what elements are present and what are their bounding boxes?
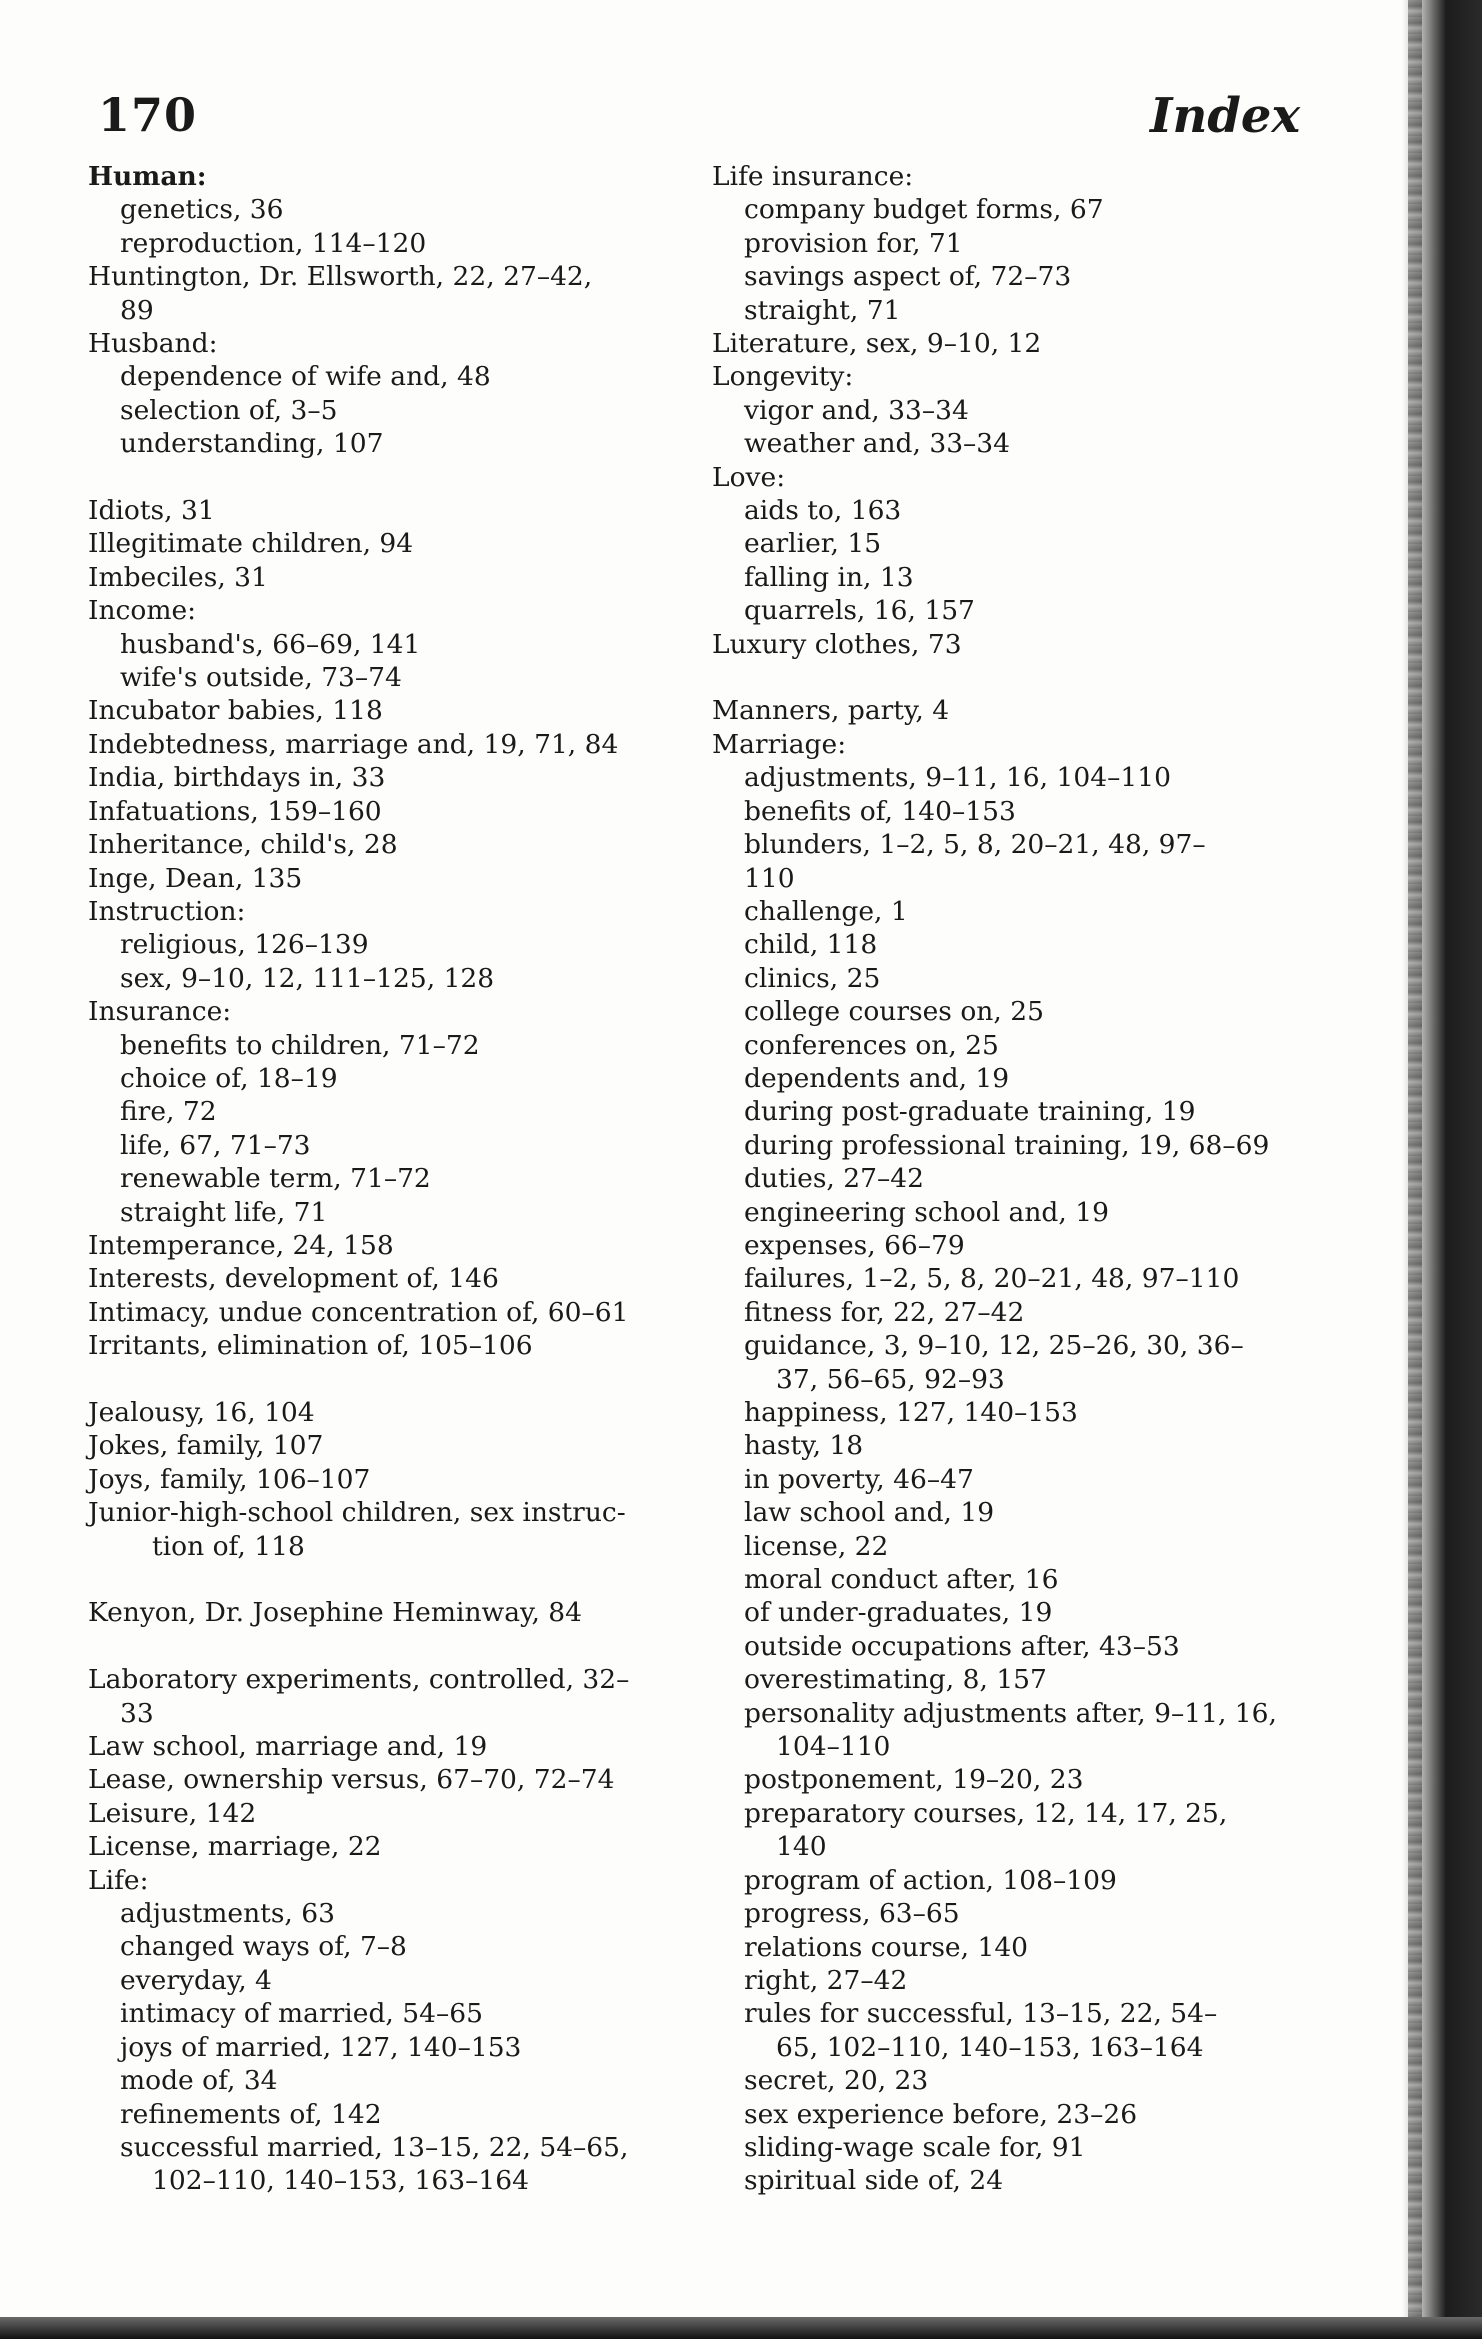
index-subentry: fire, 72 bbox=[120, 1096, 217, 1128]
index-subentry: adjustments, 63 bbox=[120, 1898, 335, 1930]
index-subentry: 140 bbox=[776, 1831, 827, 1863]
index-subentry: provision for, 71 bbox=[744, 227, 963, 259]
index-subentry: renewable term, 71–72 bbox=[120, 1163, 431, 1195]
index-subentry: license, 22 bbox=[744, 1530, 889, 1562]
index-subentry: 104–110 bbox=[776, 1731, 891, 1763]
index-column-left bbox=[88, 160, 698, 2198]
index-subentry: benefits to children, 71–72 bbox=[120, 1029, 480, 1061]
index-entry: Love: bbox=[712, 461, 786, 493]
index-entry: Irritants, elimination of, 105–106 bbox=[88, 1330, 533, 1362]
index-subentry: secret, 20, 23 bbox=[744, 2065, 929, 2097]
index-subentry: expenses, 66–79 bbox=[744, 1229, 965, 1261]
index-subentry: benefits of, 140–153 bbox=[744, 795, 1016, 827]
index-entry: Intemperance, 24, 158 bbox=[88, 1229, 394, 1261]
index-entry: License, marriage, 22 bbox=[88, 1831, 382, 1863]
running-head: Index bbox=[1150, 88, 1301, 144]
index-subentry: quarrels, 16, 157 bbox=[744, 595, 975, 627]
index-column-right bbox=[712, 160, 1312, 2198]
index-entry: Kenyon, Dr. Josephine Heminway, 84 bbox=[88, 1597, 583, 1629]
index-subentry: reproduction, 114–120 bbox=[120, 227, 427, 259]
index-entry: Literature, sex, 9–10, 12 bbox=[712, 328, 1042, 360]
index-subentry: changed ways of, 7–8 bbox=[120, 1931, 407, 1963]
index-entry: Infatuations, 159–160 bbox=[88, 795, 382, 827]
index-subentry: conferences on, 25 bbox=[744, 1029, 999, 1061]
index-subentry: falling in, 13 bbox=[744, 561, 914, 593]
index-subentry: religious, 126–139 bbox=[120, 929, 369, 961]
index-subentry: 37, 56–65, 92–93 bbox=[776, 1363, 1005, 1395]
index-subentry: life, 67, 71–73 bbox=[120, 1129, 311, 1161]
index-entry: Incubator babies, 118 bbox=[88, 695, 383, 727]
index-subentry: sex experience before, 23–26 bbox=[744, 2098, 1138, 2130]
index-subentry: relations course, 140 bbox=[744, 1931, 1029, 1963]
index-subentry: child, 118 bbox=[744, 929, 878, 961]
index-entry: Laboratory experiments, controlled, 32– bbox=[88, 1664, 630, 1696]
index-entry: Manners, party, 4 bbox=[712, 695, 950, 727]
page-number: 170 bbox=[98, 88, 198, 142]
index-entry: Longevity: bbox=[712, 361, 854, 393]
scan-bottom-edge bbox=[0, 2317, 1482, 2339]
index-subentry: failures, 1–2, 5, 8, 20–21, 48, 97–110 bbox=[744, 1263, 1240, 1295]
index-entry: Husband: bbox=[88, 328, 218, 360]
index-subentry: mode of, 34 bbox=[120, 2065, 278, 2097]
index-subentry: challenge, 1 bbox=[744, 895, 908, 927]
index-entry: India, birthdays in, 33 bbox=[88, 762, 386, 794]
index-entry: Idiots, 31 bbox=[88, 495, 215, 527]
index-subentry: guidance, 3, 9–10, 12, 25–26, 30, 36– bbox=[744, 1330, 1244, 1362]
index-subentry: progress, 63–65 bbox=[744, 1898, 960, 1930]
index-subentry: dependents and, 19 bbox=[744, 1062, 1010, 1094]
index-entry: Life insurance: bbox=[712, 161, 914, 192]
index-subentry: law school and, 19 bbox=[744, 1497, 995, 1529]
index-subentry: during professional training, 19, 68–69 bbox=[744, 1129, 1270, 1161]
book-binding-edge bbox=[1408, 0, 1422, 2339]
index-entry: Law school, marriage and, 19 bbox=[88, 1731, 488, 1763]
index-subentry: company budget forms, 67 bbox=[744, 194, 1104, 226]
index-subentry: fitness for, 22, 27–42 bbox=[744, 1296, 1025, 1328]
index-entry: Instruction: bbox=[88, 895, 246, 927]
index-subentry: preparatory courses, 12, 14, 17, 25, bbox=[744, 1797, 1228, 1829]
index-subentry: successful married, 13–15, 22, 54–65, bbox=[120, 2131, 629, 2163]
index-subentry: 102–110, 140–153, 163–164 bbox=[152, 2165, 529, 2197]
index-entry: Intimacy, undue concentration of, 60–61 bbox=[88, 1296, 629, 1328]
index-subentry: adjustments, 9–11, 16, 104–110 bbox=[744, 762, 1171, 794]
index-entry: Lease, ownership versus, 67–70, 72–74 bbox=[88, 1764, 615, 1796]
index-subentry: 89 bbox=[120, 294, 154, 326]
index-subentry: clinics, 25 bbox=[744, 962, 881, 994]
index-subentry: sliding-wage scale for, 91 bbox=[744, 2131, 1086, 2163]
index-subentry: straight, 71 bbox=[744, 294, 901, 326]
index-subentry: wife's outside, 73–74 bbox=[120, 662, 402, 694]
index-subentry: during post-graduate training, 19 bbox=[744, 1096, 1196, 1128]
index-entry: Leisure, 142 bbox=[88, 1797, 257, 1829]
index-subentry: moral conduct after, 16 bbox=[744, 1564, 1059, 1596]
index-subentry: joys of married, 127, 140–153 bbox=[120, 2031, 522, 2063]
index-subentry: spiritual side of, 24 bbox=[744, 2165, 1004, 2197]
index-gap bbox=[88, 1630, 698, 1663]
index-subentry: sex, 9–10, 12, 111–125, 128 bbox=[120, 962, 495, 994]
index-entry: Interests, development of, 146 bbox=[88, 1263, 499, 1295]
index-entry: Jealousy, 16, 104 bbox=[88, 1397, 315, 1428]
index-entry: Inheritance, child's, 28 bbox=[88, 829, 398, 861]
index-gap bbox=[88, 1563, 698, 1596]
index-subentry: 65, 102–110, 140–153, 163–164 bbox=[776, 2031, 1204, 2063]
index-entry: Life: bbox=[88, 1864, 149, 1896]
index-subentry: 33 bbox=[120, 1697, 154, 1729]
index-subentry: aids to, 163 bbox=[744, 495, 902, 527]
index-entry: Marriage: bbox=[712, 728, 847, 760]
index-subentry: tion of, 118 bbox=[152, 1530, 305, 1562]
index-entry: Junior-high-school children, sex instruc- bbox=[88, 1497, 626, 1529]
index-subentry: choice of, 18–19 bbox=[120, 1062, 338, 1094]
index-subentry: selection of, 3–5 bbox=[120, 394, 338, 426]
index-entry: Human: bbox=[88, 161, 207, 192]
index-subentry: rules for successful, 13–15, 22, 54– bbox=[744, 1998, 1218, 2030]
index-subentry: of under-graduates, 19 bbox=[744, 1597, 1053, 1629]
index-subentry: engineering school and, 19 bbox=[744, 1196, 1109, 1228]
index-entry: Insurance: bbox=[88, 996, 232, 1028]
index-entry: Jokes, family, 107 bbox=[88, 1430, 324, 1462]
index-entry: Illegitimate children, 94 bbox=[88, 528, 414, 560]
index-subentry: college courses on, 25 bbox=[744, 996, 1044, 1028]
index-subentry: right, 27–42 bbox=[744, 1964, 908, 1996]
index-subentry: 110 bbox=[744, 862, 795, 894]
index-subentry: savings aspect of, 72–73 bbox=[744, 261, 1072, 293]
index-subentry: in poverty, 46–47 bbox=[744, 1463, 974, 1495]
index-subentry: intimacy of married, 54–65 bbox=[120, 1998, 483, 2030]
index-subentry: overestimating, 8, 157 bbox=[744, 1664, 1047, 1696]
index-subentry: husband's, 66–69, 141 bbox=[120, 628, 421, 660]
index-gap bbox=[88, 461, 698, 494]
index-entry: Imbeciles, 31 bbox=[88, 561, 268, 593]
index-entry: Income: bbox=[88, 595, 197, 627]
index-subentry: personality adjustments after, 9–11, 16, bbox=[744, 1697, 1277, 1729]
index-subentry: vigor and, 33–34 bbox=[744, 394, 969, 426]
index-subentry: refinements of, 142 bbox=[120, 2098, 382, 2130]
index-subentry: everyday, 4 bbox=[120, 1964, 272, 1996]
index-subentry: outside occupations after, 43–53 bbox=[744, 1630, 1180, 1662]
index-subentry: genetics, 36 bbox=[120, 194, 284, 226]
index-subentry: program of action, 108–109 bbox=[744, 1864, 1117, 1896]
index-subentry: blunders, 1–2, 5, 8, 20–21, 48, 97– bbox=[744, 829, 1206, 861]
index-subentry: postponement, 19–20, 23 bbox=[744, 1764, 1084, 1796]
index-subentry: earlier, 15 bbox=[744, 528, 882, 560]
index-entry: Joys, family, 106–107 bbox=[88, 1463, 371, 1495]
index-subentry: straight life, 71 bbox=[120, 1196, 328, 1228]
index-entry: Luxury clothes, 73 bbox=[712, 628, 962, 660]
index-subentry: happiness, 127, 140–153 bbox=[744, 1397, 1078, 1429]
index-subentry: duties, 27–42 bbox=[744, 1163, 924, 1195]
index-subentry: hasty, 18 bbox=[744, 1430, 864, 1462]
index-gap bbox=[88, 1363, 698, 1396]
index-subentry: weather and, 33–34 bbox=[744, 428, 1011, 460]
index-gap bbox=[712, 661, 1312, 694]
index-subentry: understanding, 107 bbox=[120, 428, 384, 460]
index-entry: Huntington, Dr. Ellsworth, 22, 27–42, bbox=[88, 261, 593, 293]
index-entry: Indebtedness, marriage and, 19, 71, 84 bbox=[88, 728, 619, 760]
index-subentry: dependence of wife and, 48 bbox=[120, 361, 491, 393]
index-entry: Inge, Dean, 135 bbox=[88, 862, 303, 894]
